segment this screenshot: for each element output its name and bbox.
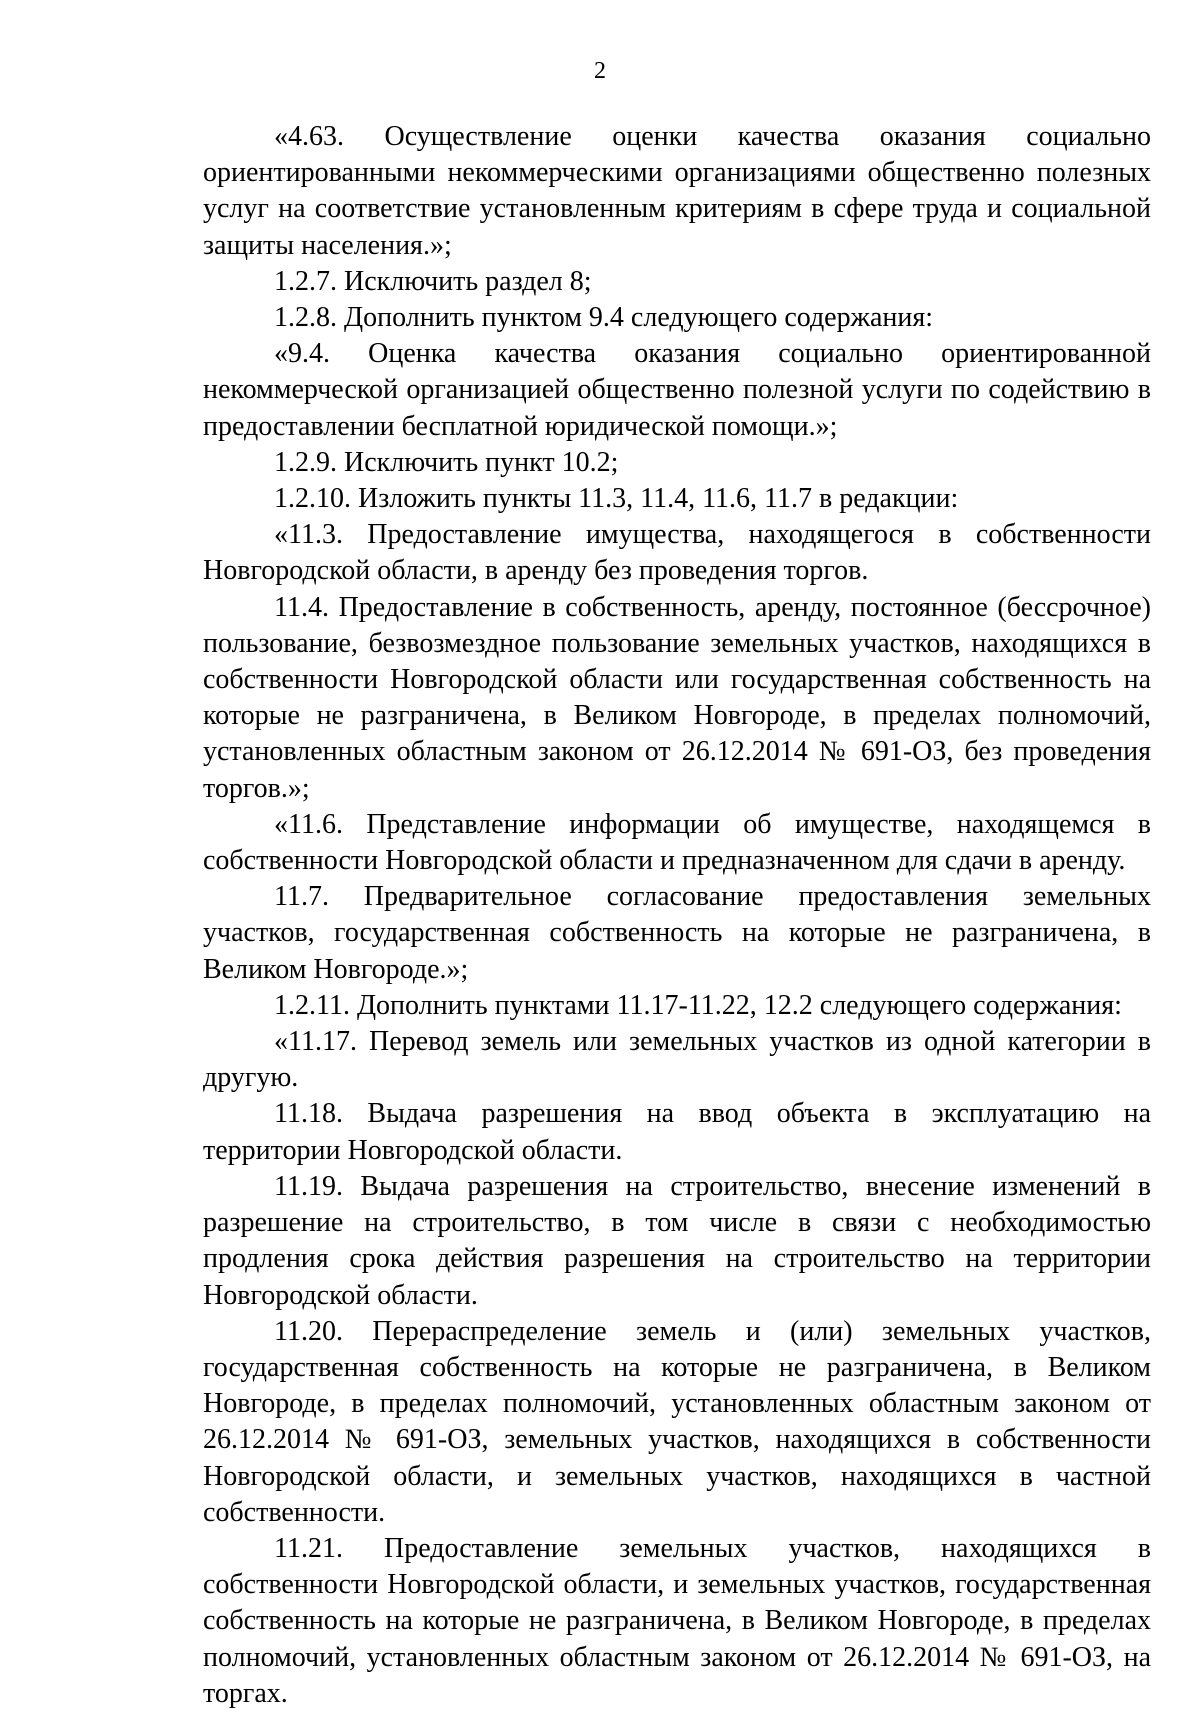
paragraph-1-2-9: 1.2.9. Исключить пункт 10.2; <box>274 446 619 478</box>
paragraph-1-2-11: 1.2.11. Дополнить пунктами 11.17-11.22, 12.2 следующего содержания: <box>274 989 1122 1021</box>
document-body <box>203 119 1151 1712</box>
paragraph-11-17: «11.17. Перевод земель или земельных участков из одной категории в другую. <box>203 1026 1151 1094</box>
paragraph-1-2-7: 1.2.7. Исключить раздел 8; <box>274 265 592 297</box>
page-number: 2 <box>594 58 606 84</box>
paragraph-11-21: 11.21. Предоставление земельных участков, находящихся в собственности Новгородской области, и земельных участков, государственная собственность на которые не разграничена, в Великом Новгороде, в пределах полномочий, установленных областным законом от 26.12.2014 № 691-ОЗ, на торгах. <box>203 1532 1151 1709</box>
paragraph-11-19: 11.19. Выдача разрешения на строительство, внесение изменений в разрешение на строительство, в том числе в связи с необходимостью продления срока действия разрешения на строительство на территории Новгородской области. <box>203 1170 1151 1311</box>
paragraph-11-3: «11.3. Предоставление имущества, находящегося в собственности Новгородской области, в аренду без проведения торгов. <box>203 519 1151 587</box>
paragraph-1-2-10: 1.2.10. Изложить пункты 11.3, 11.4, 11.6, 11.7 в редакции: <box>274 483 959 515</box>
paragraph-4-63: «4.63. Осуществление оценки качества оказания социально ориентированными некоммерческими организациями общественно полезных услуг на соответствие установленным критериям в сфере труда и социальной защиты населения.»; <box>203 121 1151 261</box>
paragraph-11-4: 11.4. Предоставление в собственность, аренду, постоянное (бессрочное) пользование, безвозмездное пользование земельных участков, находящихся в собственности Новгородской области или государственная собственность на которые не разграничена, в Великом Новгороде, в пределах полномочий, установленных областным законом от 26.12.2014 № 691-ОЗ, без проведения торгов.»; <box>203 591 1151 804</box>
paragraph-11-6: «11.6. Представление информации об имуществе, находящемся в собственности Новгородской области и предназначенном для сдачи в аренду. <box>203 808 1151 877</box>
paragraph-11-18: 11.18. Выдача разрешения на ввод объекта в эксплуатацию на территории Новгородской области. <box>203 1098 1151 1166</box>
paragraph-11-7: 11.7. Предварительное согласование предоставления земельных участков, государственная собственность на которые не разграничена, в Великом Новгороде.»; <box>203 881 1151 985</box>
paragraph-1-2-8: 1.2.8. Дополнить пунктом 9.4 следующего содержания: <box>274 302 934 334</box>
paragraph-9-4: «9.4. Оценка качества оказания социально ориентированной некоммерческой организацией общественно полезной услуги по содействию в предоставлении бесплатной юридической помощи.»; <box>203 338 1151 442</box>
paragraph-11-20: 11.20. Перераспределение земель и (или) земельных участков, государственная собственность на которые не разграничена, в Великом Новгороде, в пределах полномочий, установленных областным законом от 26.12.2014 № 691-ОЗ, земельных участков, находящихся в собственности Новгородской области, и земельных участков, находящихся в частной собственности. <box>203 1315 1151 1528</box>
